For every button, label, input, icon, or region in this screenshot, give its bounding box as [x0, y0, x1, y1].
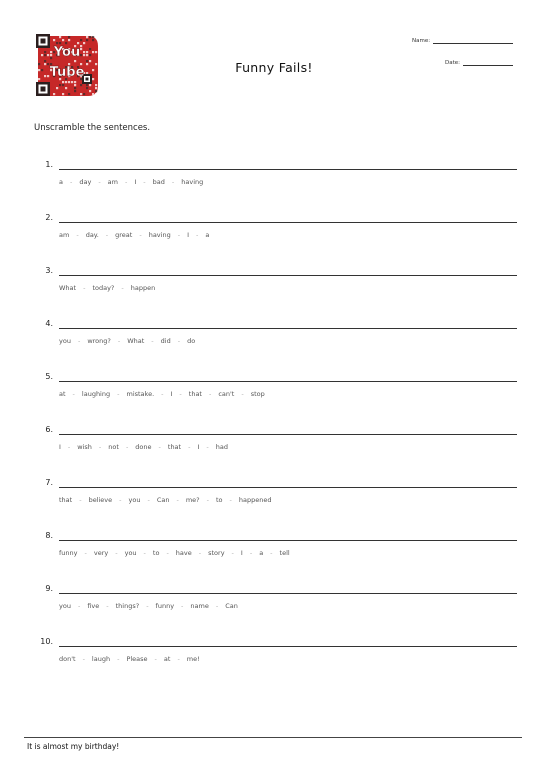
scrambled-word: happened	[238, 496, 272, 504]
scrambled-word: story	[208, 549, 225, 557]
scrambled-word: did	[160, 337, 171, 345]
scrambled-word: believe	[88, 496, 113, 504]
scrambled-word: having	[181, 178, 204, 186]
word-separator: -	[270, 549, 273, 557]
question-item	[0, 372, 548, 425]
word-separator: -	[158, 443, 161, 451]
scrambled-word: I	[134, 178, 137, 186]
word-separator: -	[198, 549, 202, 557]
scrambled-word: I	[240, 549, 243, 557]
scrambled-word: me?	[185, 496, 200, 504]
answer-line[interactable]	[59, 434, 517, 435]
scrambled-word: to	[215, 496, 223, 504]
word-separator: -	[106, 602, 109, 610]
scrambled-word: Can	[225, 602, 238, 610]
answer-line[interactable]	[59, 487, 517, 488]
scrambled-word: me!	[186, 655, 200, 663]
logo-text-tube: Tube	[49, 65, 85, 80]
question-item	[0, 266, 548, 319]
word-separator: -	[181, 602, 184, 610]
word-separator: -	[117, 390, 120, 398]
word-separator: -	[229, 496, 232, 504]
word-separator: -	[67, 443, 71, 451]
word-separator: -	[177, 231, 181, 239]
word-separator: -	[179, 390, 182, 398]
word-separator: -	[154, 655, 157, 663]
question-number: 6.	[45, 425, 53, 434]
scrambled-word: you	[59, 337, 71, 345]
question-number: 7.	[45, 478, 53, 487]
scrambled-words	[59, 549, 290, 557]
word-separator: -	[249, 549, 253, 557]
scrambled-word: great	[115, 231, 133, 239]
question-number: 9.	[45, 584, 53, 593]
question-number: 10.	[40, 637, 53, 646]
scrambled-word: that	[167, 443, 182, 451]
scrambled-word: that	[188, 390, 202, 398]
scrambled-word: very	[93, 549, 109, 557]
scrambled-words	[59, 390, 265, 398]
scrambled-word: laugh	[91, 655, 111, 663]
date-label: Date:	[445, 60, 460, 66]
question-number: 3.	[45, 266, 53, 275]
question-item	[0, 637, 548, 690]
scrambled-word: bad	[152, 178, 165, 186]
word-separator: -	[196, 231, 199, 239]
scrambled-word: at	[163, 655, 171, 663]
scrambled-word: five	[87, 602, 100, 610]
scrambled-words	[59, 178, 203, 186]
name-field[interactable]	[412, 38, 513, 44]
word-separator: -	[206, 443, 209, 451]
scrambled-word: you	[124, 549, 137, 557]
date-blank[interactable]	[463, 65, 513, 66]
scrambled-word: you	[128, 496, 141, 504]
scrambled-word: Please	[126, 655, 148, 663]
scrambled-words	[59, 284, 155, 292]
logo-text-you: You	[53, 45, 81, 60]
question-item	[0, 319, 548, 372]
scrambled-word: happen	[130, 284, 156, 292]
word-separator: -	[151, 337, 154, 345]
scrambled-word: funny	[59, 549, 78, 557]
word-separator: -	[69, 178, 73, 186]
page-title: Funny Fails!	[235, 60, 313, 75]
word-separator: -	[166, 549, 169, 557]
word-separator: -	[115, 549, 118, 557]
scrambled-words	[59, 443, 228, 451]
question-number: 1.	[45, 160, 53, 169]
word-separator: -	[188, 443, 191, 451]
word-separator: -	[176, 496, 179, 504]
question-number: 5.	[45, 372, 53, 381]
scrambled-word: can't	[218, 390, 235, 398]
word-separator: -	[82, 655, 85, 663]
question-item	[0, 425, 548, 478]
date-field[interactable]	[445, 60, 513, 66]
scrambled-word: at	[59, 390, 66, 398]
scrambled-word: wish	[77, 443, 92, 451]
scrambled-word: day	[79, 178, 92, 186]
question-number: 4.	[45, 319, 53, 328]
word-separator: -	[231, 549, 234, 557]
scrambled-word: done	[135, 443, 152, 451]
word-separator: -	[98, 443, 102, 451]
name-label: Name:	[412, 38, 431, 44]
word-separator: -	[215, 602, 219, 610]
question-item	[0, 531, 548, 584]
word-separator: -	[84, 549, 87, 557]
word-separator: -	[77, 602, 81, 610]
question-item	[0, 160, 548, 213]
scrambled-word: do	[187, 337, 196, 345]
scrambled-word: I	[59, 443, 61, 451]
word-separator: -	[119, 496, 122, 504]
answer-line[interactable]	[59, 169, 517, 170]
answer-line[interactable]	[59, 222, 517, 223]
question-item	[0, 478, 548, 531]
scrambled-word: today?	[92, 284, 115, 292]
word-separator: -	[143, 178, 146, 186]
question-number: 8.	[45, 531, 53, 540]
scrambled-word: name	[190, 602, 209, 610]
word-separator: -	[125, 443, 129, 451]
scrambled-word: don't	[59, 655, 76, 663]
answer-line[interactable]	[59, 328, 517, 329]
word-separator: -	[143, 549, 146, 557]
question-item	[0, 584, 548, 637]
answer-line[interactable]	[59, 646, 517, 647]
scrambled-word: tell	[279, 549, 290, 557]
scrambled-word: I	[187, 231, 189, 239]
scrambled-word: day.	[85, 231, 99, 239]
word-separator: -	[139, 231, 142, 239]
scrambled-word: a	[205, 231, 210, 239]
scrambled-word: am	[59, 231, 70, 239]
scrambled-word: mistake.	[126, 390, 155, 398]
word-separator: -	[208, 390, 212, 398]
scrambled-word: having	[148, 231, 171, 239]
scrambled-words	[59, 337, 195, 345]
scrambled-word: things?	[115, 602, 140, 610]
word-separator: -	[241, 390, 244, 398]
scrambled-word: stop	[250, 390, 265, 398]
scrambled-words	[59, 496, 271, 504]
word-separator: -	[125, 178, 128, 186]
word-separator: -	[79, 496, 82, 504]
word-separator: -	[146, 602, 149, 610]
word-separator: -	[177, 337, 181, 345]
instructions: Unscramble the sentences.	[34, 123, 151, 133]
name-blank[interactable]	[433, 43, 513, 44]
scrambled-word: am	[107, 178, 118, 186]
scrambled-word: funny	[155, 602, 175, 610]
scrambled-word: that	[59, 496, 73, 504]
word-separator: -	[117, 337, 121, 345]
word-separator: -	[83, 284, 86, 292]
word-separator: -	[105, 231, 109, 239]
answer-line[interactable]	[59, 593, 517, 594]
question-item	[0, 213, 548, 266]
scrambled-word: have	[175, 549, 192, 557]
scrambled-word: I	[197, 443, 200, 451]
scrambled-words	[59, 231, 209, 239]
word-separator: -	[117, 655, 120, 663]
word-separator: -	[72, 390, 75, 398]
scrambled-word: you	[59, 602, 71, 610]
scrambled-word: to	[152, 549, 160, 557]
word-separator: -	[161, 390, 164, 398]
scrambled-word: I	[170, 390, 173, 398]
word-separator: -	[206, 496, 209, 504]
scrambled-word: wrong?	[87, 337, 111, 345]
scrambled-words	[59, 602, 238, 610]
word-separator: -	[171, 178, 175, 186]
scrambled-word: a	[259, 549, 264, 557]
scrambled-word: Can	[156, 496, 170, 504]
scrambled-word: had	[215, 443, 228, 451]
scrambled-word: laughing	[81, 390, 111, 398]
footer-text: It is almost my birthday!	[27, 742, 120, 751]
answer-line[interactable]	[59, 381, 517, 382]
scrambled-word: What	[59, 284, 77, 292]
word-separator: -	[121, 284, 124, 292]
word-separator: -	[147, 496, 150, 504]
answer-line[interactable]	[59, 275, 517, 276]
word-separator: -	[98, 178, 101, 186]
word-separator: -	[177, 655, 180, 663]
footer-divider	[24, 737, 522, 738]
scrambled-word: What	[127, 337, 145, 345]
answer-line[interactable]	[59, 540, 517, 541]
question-number: 2.	[45, 213, 53, 222]
word-separator: -	[76, 231, 79, 239]
word-separator: -	[77, 337, 81, 345]
scrambled-word: not	[108, 443, 119, 451]
scrambled-words	[59, 655, 200, 663]
scrambled-word: a	[59, 178, 63, 186]
